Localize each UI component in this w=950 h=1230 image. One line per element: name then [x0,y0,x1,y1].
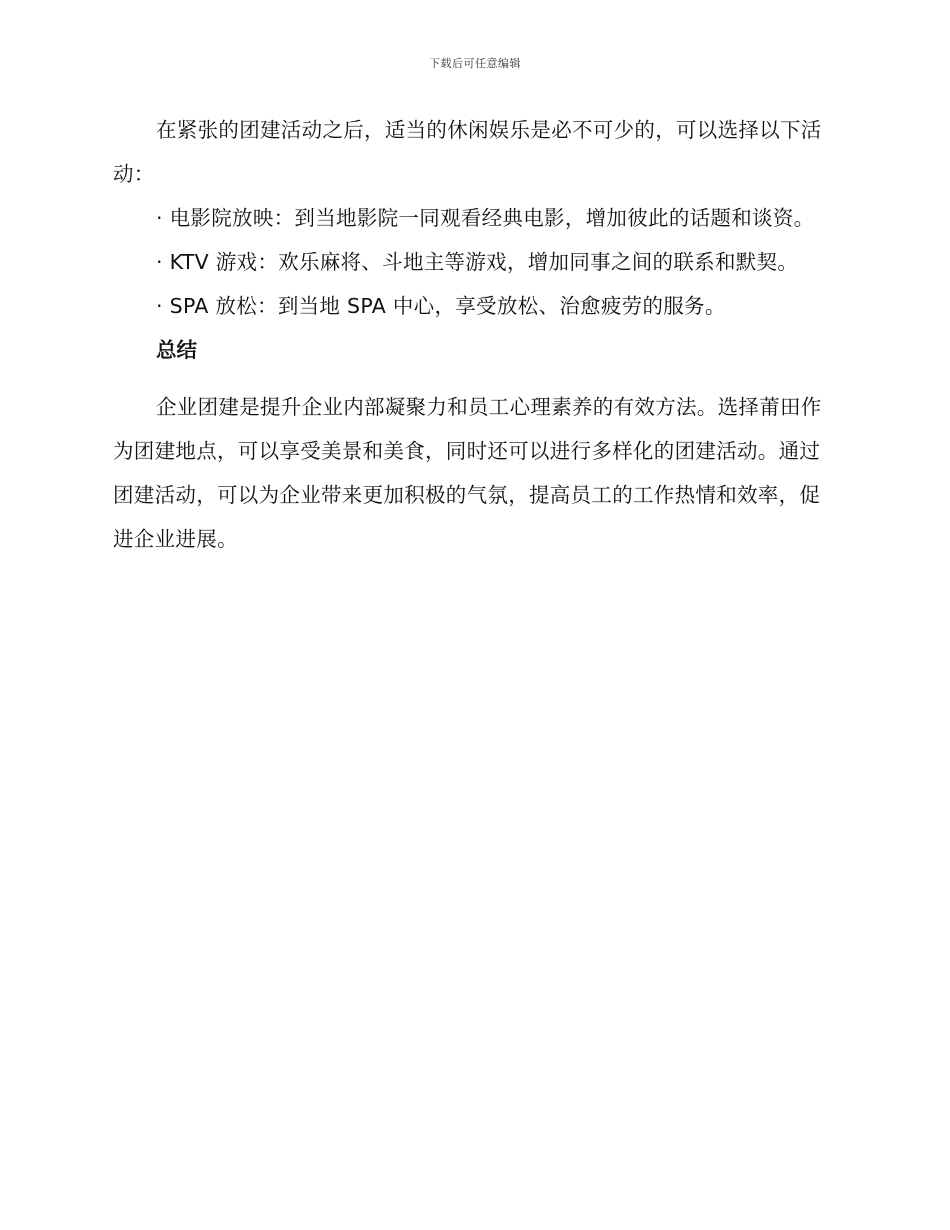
bullet-ktv: · KTV 游戏：欢乐麻将、斗地主等游戏，增加同事之间的联系和默契。 [156,250,799,274]
summary-heading: 总结 [156,338,197,362]
document-body [113,108,833,561]
bullet-spa: · SPA 放松：到当地 SPA 中心，享受放松、治愈疲劳的服务。 [156,294,726,318]
intro-paragraph: 在紧张的团建活动之后，适当的休闲娱乐是必不可少的，可以选择以下活动： [113,118,822,186]
summary-paragraph: 企业团建是提升企业内部凝聚力和员工心理素养的有效方法。选择莆田作为团建地点，可以享受美景和美食，同时还可以进行多样化的团建活动。通过团建活动，可以为企业带来更加积极的气氛，提高员工的工作热情和效率，促进企业进展。 [113,395,822,551]
bullet-cinema: · 电影院放映：到当地影院一同观看经典电影，增加彼此的话题和谈资。 [156,206,815,230]
page-header-note: 下载后可任意编辑 [429,57,521,70]
